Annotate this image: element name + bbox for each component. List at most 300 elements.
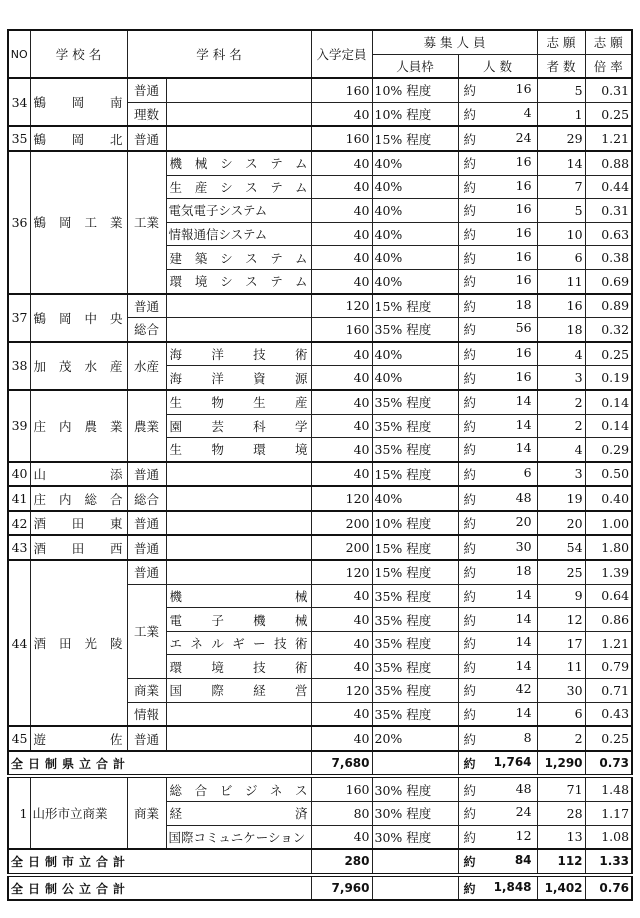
ratio: 0.29 (585, 438, 632, 462)
recruit-frame: 40% (372, 269, 458, 293)
recruit-count: 14 (515, 393, 532, 409)
table-row (8, 126, 632, 151)
recruit-frame: 30% 程度 (372, 802, 458, 826)
recruit-frame: 40% (372, 175, 458, 199)
recruit-frame: 10% 程度 (372, 511, 458, 536)
school-no: 35 (8, 126, 30, 151)
recruit-frame: 40% (372, 342, 458, 366)
approx-count-cell (458, 390, 537, 414)
header-frame: 人員枠 (372, 54, 458, 78)
ratio: 1.39 (585, 560, 632, 584)
approx-count-cell (458, 438, 537, 462)
school-name: 酒田光陵 (30, 560, 127, 726)
header-applicants-top: 志 願 (537, 30, 585, 54)
recruit-frame: 15% 程度 (372, 535, 458, 560)
capacity: 40 (311, 175, 372, 199)
school-name: 遊佐 (30, 726, 127, 751)
approx-count-cell (458, 726, 537, 751)
applicants: 2 (537, 390, 585, 414)
dept-name: 情報 (127, 702, 166, 726)
ratio: 0.50 (585, 462, 632, 487)
recruit-frame: 40% (372, 222, 458, 246)
total-row (8, 875, 632, 901)
school-name: 鶴岡工業 (30, 151, 127, 294)
school-no: 44 (8, 560, 30, 726)
total-frame (372, 751, 458, 777)
ratio: 1.21 (585, 631, 632, 655)
approx-label: 約 (463, 540, 477, 556)
capacity: 120 (311, 560, 372, 584)
recruit-count: 48 (515, 780, 532, 796)
ratio: 0.89 (585, 294, 632, 318)
approx-count-cell (458, 875, 537, 901)
total-applicants: 112 (537, 849, 585, 875)
sub-dept-name (166, 726, 311, 751)
ratio: 0.79 (585, 655, 632, 679)
table-row (8, 294, 632, 318)
approx-label: 約 (463, 636, 477, 652)
dept-name: 普通 (127, 511, 166, 536)
approx-count-cell (458, 246, 537, 270)
sub-dept-name: 機械 (166, 584, 311, 608)
approx-label: 約 (463, 731, 477, 747)
recruit-count: 1,848 (493, 879, 532, 894)
recruit-count: 18 (515, 296, 532, 312)
approx-count-cell (458, 679, 537, 703)
ratio: 0.31 (585, 78, 632, 102)
recruit-count: 14 (515, 440, 532, 456)
capacity: 160 (311, 78, 372, 102)
sub-dept-name: 経済 (166, 802, 311, 826)
school-name: 鶴岡南 (30, 78, 127, 126)
approx-count-cell (458, 102, 537, 126)
school-no: 42 (8, 511, 30, 536)
approx-label: 約 (463, 83, 477, 99)
approx-label: 約 (463, 829, 477, 845)
total-frame (372, 875, 458, 901)
recruit-count: 14 (515, 634, 532, 650)
recruit-count: 30 (515, 538, 532, 554)
ratio: 1.80 (585, 535, 632, 560)
recruit-frame: 30% 程度 (372, 776, 458, 801)
sub-dept-name (166, 535, 311, 560)
applicants: 3 (537, 462, 585, 487)
total-ratio: 0.73 (585, 751, 632, 777)
total-frame (372, 849, 458, 875)
total-label: 全日制公立合計 (8, 875, 311, 901)
approx-label: 約 (463, 516, 477, 532)
school-name: 鶴岡中央 (30, 294, 127, 342)
recruit-count: 16 (515, 177, 532, 193)
total-ratio: 0.76 (585, 875, 632, 901)
recruit-count: 8 (523, 729, 532, 745)
applicants: 12 (537, 608, 585, 632)
ratio: 0.19 (585, 366, 632, 390)
applicants: 6 (537, 246, 585, 270)
school-no: 34 (8, 78, 30, 126)
ratio: 0.40 (585, 486, 632, 511)
header-capacity: 入学定員 (311, 30, 372, 78)
table-row (8, 342, 632, 366)
school-name: 加茂水産 (30, 342, 127, 390)
capacity: 40 (311, 199, 372, 223)
approx-label: 約 (463, 442, 477, 458)
school-name: 山添 (30, 462, 127, 487)
applicants: 14 (537, 151, 585, 175)
capacity: 160 (311, 776, 372, 801)
applicants: 3 (537, 366, 585, 390)
approx-count-cell (458, 318, 537, 342)
total-applicants: 1,290 (537, 751, 585, 777)
capacity: 40 (311, 462, 372, 487)
approx-label: 約 (463, 370, 477, 386)
header-count: 人 数 (458, 54, 537, 78)
applicants: 6 (537, 702, 585, 726)
applicants: 1 (537, 102, 585, 126)
recruit-frame: 15% 程度 (372, 462, 458, 487)
header-ratio-top: 志 願 (585, 30, 632, 54)
recruit-count: 16 (515, 368, 532, 384)
recruit-frame: 35% 程度 (372, 679, 458, 703)
recruit-count: 84 (514, 852, 532, 867)
recruit-frame: 15% 程度 (372, 560, 458, 584)
applicants: 5 (537, 78, 585, 102)
sub-dept-name: 建築システム (166, 246, 311, 270)
ratio: 0.14 (585, 390, 632, 414)
approx-count-cell (458, 151, 537, 175)
recruit-frame: 40% (372, 151, 458, 175)
table-row (8, 462, 632, 487)
sub-dept-name: エネルギー技術 (166, 631, 311, 655)
approx-label: 約 (463, 203, 477, 219)
recruit-frame: 30% 程度 (372, 825, 458, 849)
sub-dept-name (166, 126, 311, 151)
approx-label: 約 (463, 347, 477, 363)
recruit-count: 16 (515, 225, 532, 241)
approx-label: 約 (463, 881, 476, 896)
dept-name: 普通 (127, 462, 166, 487)
approx-count-cell (458, 849, 537, 875)
recruit-count: 4 (523, 105, 532, 121)
sub-dept-name (166, 294, 311, 318)
recruit-count: 16 (515, 345, 532, 361)
recruit-count: 24 (515, 129, 532, 145)
approx-label: 約 (463, 250, 477, 266)
applicants: 4 (537, 438, 585, 462)
sub-dept-name: 国際経営 (166, 679, 311, 703)
recruit-frame: 35% 程度 (372, 702, 458, 726)
capacity: 120 (311, 294, 372, 318)
ratio: 1.08 (585, 825, 632, 849)
recruit-frame: 40% (372, 199, 458, 223)
dept-name: 農業 (127, 390, 166, 462)
dept-name: 工業 (127, 584, 166, 678)
approx-count-cell (458, 269, 537, 293)
school-no: 38 (8, 342, 30, 390)
table-row (8, 390, 632, 414)
applicants: 25 (537, 560, 585, 584)
table-row (8, 535, 632, 560)
recruit-count: 12 (515, 827, 532, 843)
sub-dept-name (166, 462, 311, 487)
capacity: 40 (311, 655, 372, 679)
capacity: 160 (311, 126, 372, 151)
dept-name: 普通 (127, 726, 166, 751)
applicant-table-container (7, 29, 633, 901)
school-name: 庄内総合 (30, 486, 127, 511)
recruit-count: 6 (523, 464, 532, 480)
sub-dept-name (166, 318, 311, 342)
approx-label: 約 (463, 322, 477, 338)
recruit-frame: 35% 程度 (372, 438, 458, 462)
recruit-frame: 35% 程度 (372, 414, 458, 438)
recruit-frame: 20% (372, 726, 458, 751)
capacity: 40 (311, 151, 372, 175)
approx-label: 約 (463, 612, 477, 628)
total-row (8, 751, 632, 777)
recruit-frame: 35% 程度 (372, 584, 458, 608)
total-ratio: 1.33 (585, 849, 632, 875)
sub-dept-name (166, 102, 311, 126)
approx-label: 約 (463, 588, 477, 604)
school-name: 山形市立商業 (30, 776, 127, 849)
approx-label: 約 (463, 683, 477, 699)
recruit-count: 14 (515, 704, 532, 720)
school-no: 36 (8, 151, 30, 294)
sub-dept-name (166, 486, 311, 511)
dept-name: 普通 (127, 294, 166, 318)
sub-dept-name: 環境技術 (166, 655, 311, 679)
table-row (8, 151, 632, 175)
recruit-count: 42 (515, 681, 532, 697)
table-row (8, 78, 632, 102)
approx-count-cell (458, 584, 537, 608)
ratio: 0.88 (585, 151, 632, 175)
header-dept: 学 科 名 (127, 30, 311, 78)
applicant-table (7, 29, 633, 901)
approx-label: 約 (463, 298, 477, 314)
ratio: 0.44 (585, 175, 632, 199)
header-recruit: 募 集 人 員 (372, 30, 537, 54)
approx-label: 約 (463, 806, 477, 822)
recruit-count: 16 (515, 248, 532, 264)
total-capacity: 7,680 (311, 751, 372, 777)
ratio: 0.25 (585, 726, 632, 751)
applicants: 5 (537, 199, 585, 223)
table-body (8, 78, 632, 900)
ratio: 0.38 (585, 246, 632, 270)
approx-label: 約 (463, 227, 477, 243)
dept-name: 普通 (127, 126, 166, 151)
dept-name: 工業 (127, 151, 166, 294)
ratio: 0.69 (585, 269, 632, 293)
capacity: 120 (311, 679, 372, 703)
school-no: 1 (8, 776, 30, 849)
capacity: 120 (311, 486, 372, 511)
sub-dept-name (166, 702, 311, 726)
approx-label: 約 (463, 179, 477, 195)
sub-dept-name (166, 511, 311, 536)
recruit-count: 14 (515, 586, 532, 602)
approx-count-cell (458, 222, 537, 246)
recruit-frame: 35% 程度 (372, 655, 458, 679)
capacity: 40 (311, 366, 372, 390)
total-capacity: 7,960 (311, 875, 372, 901)
approx-count-cell (458, 294, 537, 318)
sub-dept-name (166, 560, 311, 584)
applicants: 4 (537, 342, 585, 366)
recruit-frame: 10% 程度 (372, 102, 458, 126)
sub-dept-name: 生産システム (166, 175, 311, 199)
recruit-count: 14 (515, 610, 532, 626)
capacity: 40 (311, 342, 372, 366)
header-ratio-bottom: 倍 率 (585, 54, 632, 78)
approx-label: 約 (463, 466, 477, 482)
ratio: 1.00 (585, 511, 632, 536)
approx-label: 約 (463, 395, 477, 411)
ratio: 0.63 (585, 222, 632, 246)
sub-dept-name: 情報通信システム (166, 222, 311, 246)
sub-dept-name: 機械システム (166, 151, 311, 175)
approx-label: 約 (463, 107, 477, 123)
approx-label: 約 (463, 156, 477, 172)
applicants: 7 (537, 175, 585, 199)
recruit-frame: 15% 程度 (372, 294, 458, 318)
capacity: 40 (311, 269, 372, 293)
sub-dept-name (166, 78, 311, 102)
header-no: NO (8, 30, 30, 78)
dept-name: 総合 (127, 486, 166, 511)
approx-count-cell (458, 414, 537, 438)
applicants: 19 (537, 486, 585, 511)
sub-dept-name: 電気電子システム (166, 199, 311, 223)
approx-label: 約 (463, 756, 476, 771)
recruit-frame: 35% 程度 (372, 631, 458, 655)
ratio: 1.21 (585, 126, 632, 151)
recruit-frame: 35% 程度 (372, 608, 458, 632)
table-row (8, 486, 632, 511)
applicants: 11 (537, 269, 585, 293)
approx-label: 約 (463, 782, 477, 798)
sub-dept-name: 総合ビジネス (166, 776, 311, 801)
total-row (8, 849, 632, 875)
recruit-count: 18 (515, 563, 532, 579)
approx-count-cell (458, 366, 537, 390)
ratio: 1.17 (585, 802, 632, 826)
capacity: 40 (311, 702, 372, 726)
recruit-frame: 35% 程度 (372, 318, 458, 342)
capacity: 40 (311, 438, 372, 462)
school-name: 酒田東 (30, 511, 127, 536)
approx-count-cell (458, 776, 537, 801)
recruit-frame: 10% 程度 (372, 78, 458, 102)
applicants: 10 (537, 222, 585, 246)
total-applicants: 1,402 (537, 875, 585, 901)
table-row (8, 726, 632, 751)
recruit-count: 14 (515, 416, 532, 432)
approx-label: 約 (463, 565, 477, 581)
sub-dept-name: 国際コミュニケーション (166, 825, 311, 849)
sub-dept-name: 環境システム (166, 269, 311, 293)
recruit-count: 56 (515, 320, 532, 336)
school-name: 酒田西 (30, 535, 127, 560)
ratio: 0.64 (585, 584, 632, 608)
applicants: 54 (537, 535, 585, 560)
sub-dept-name: 電子機械 (166, 608, 311, 632)
applicants: 29 (537, 126, 585, 151)
applicants: 13 (537, 825, 585, 849)
ratio: 0.25 (585, 342, 632, 366)
approx-count-cell (458, 631, 537, 655)
approx-count-cell (458, 802, 537, 826)
recruit-frame: 35% 程度 (372, 390, 458, 414)
ratio: 0.25 (585, 102, 632, 126)
recruit-count: 14 (515, 657, 532, 673)
sub-dept-name: 海洋資源 (166, 366, 311, 390)
school-name: 鶴岡北 (30, 126, 127, 151)
capacity: 40 (311, 726, 372, 751)
recruit-frame: 40% (372, 366, 458, 390)
approx-label: 約 (463, 706, 477, 722)
recruit-count: 20 (515, 514, 532, 530)
applicants: 18 (537, 318, 585, 342)
recruit-count: 1,764 (493, 754, 532, 769)
school-no: 40 (8, 462, 30, 487)
total-label: 全日制県立合計 (8, 751, 311, 777)
approx-count-cell (458, 702, 537, 726)
dept-name: 商業 (127, 679, 166, 703)
capacity: 40 (311, 584, 372, 608)
approx-count-cell (458, 462, 537, 487)
approx-label: 約 (463, 131, 477, 147)
school-name: 庄内農業 (30, 390, 127, 462)
approx-count-cell (458, 78, 537, 102)
table-row (8, 776, 632, 801)
total-label: 全日制市立合計 (8, 849, 311, 875)
approx-count-cell (458, 175, 537, 199)
dept-name: 水産 (127, 342, 166, 390)
header-school: 学 校 名 (30, 30, 127, 78)
school-no: 43 (8, 535, 30, 560)
approx-label: 約 (463, 659, 477, 675)
capacity: 40 (311, 246, 372, 270)
school-no: 37 (8, 294, 30, 342)
sub-dept-name: 園芸科学 (166, 414, 311, 438)
sub-dept-name: 生物環境 (166, 438, 311, 462)
dept-name: 商業 (127, 776, 166, 849)
approx-count-cell (458, 486, 537, 511)
sub-dept-name: 生物生産 (166, 390, 311, 414)
approx-count-cell (458, 560, 537, 584)
capacity: 200 (311, 535, 372, 560)
ratio: 0.43 (585, 702, 632, 726)
capacity: 40 (311, 414, 372, 438)
approx-count-cell (458, 825, 537, 849)
approx-label: 約 (463, 418, 477, 434)
recruit-count: 24 (515, 804, 532, 820)
dept-name: 普通 (127, 535, 166, 560)
applicants: 17 (537, 631, 585, 655)
school-no: 39 (8, 390, 30, 462)
school-no: 45 (8, 726, 30, 751)
applicants: 9 (537, 584, 585, 608)
dept-name: 普通 (127, 560, 166, 584)
applicants: 30 (537, 679, 585, 703)
capacity: 40 (311, 390, 372, 414)
approx-count-cell (458, 126, 537, 151)
approx-label: 約 (463, 491, 477, 507)
approx-count-cell (458, 199, 537, 223)
